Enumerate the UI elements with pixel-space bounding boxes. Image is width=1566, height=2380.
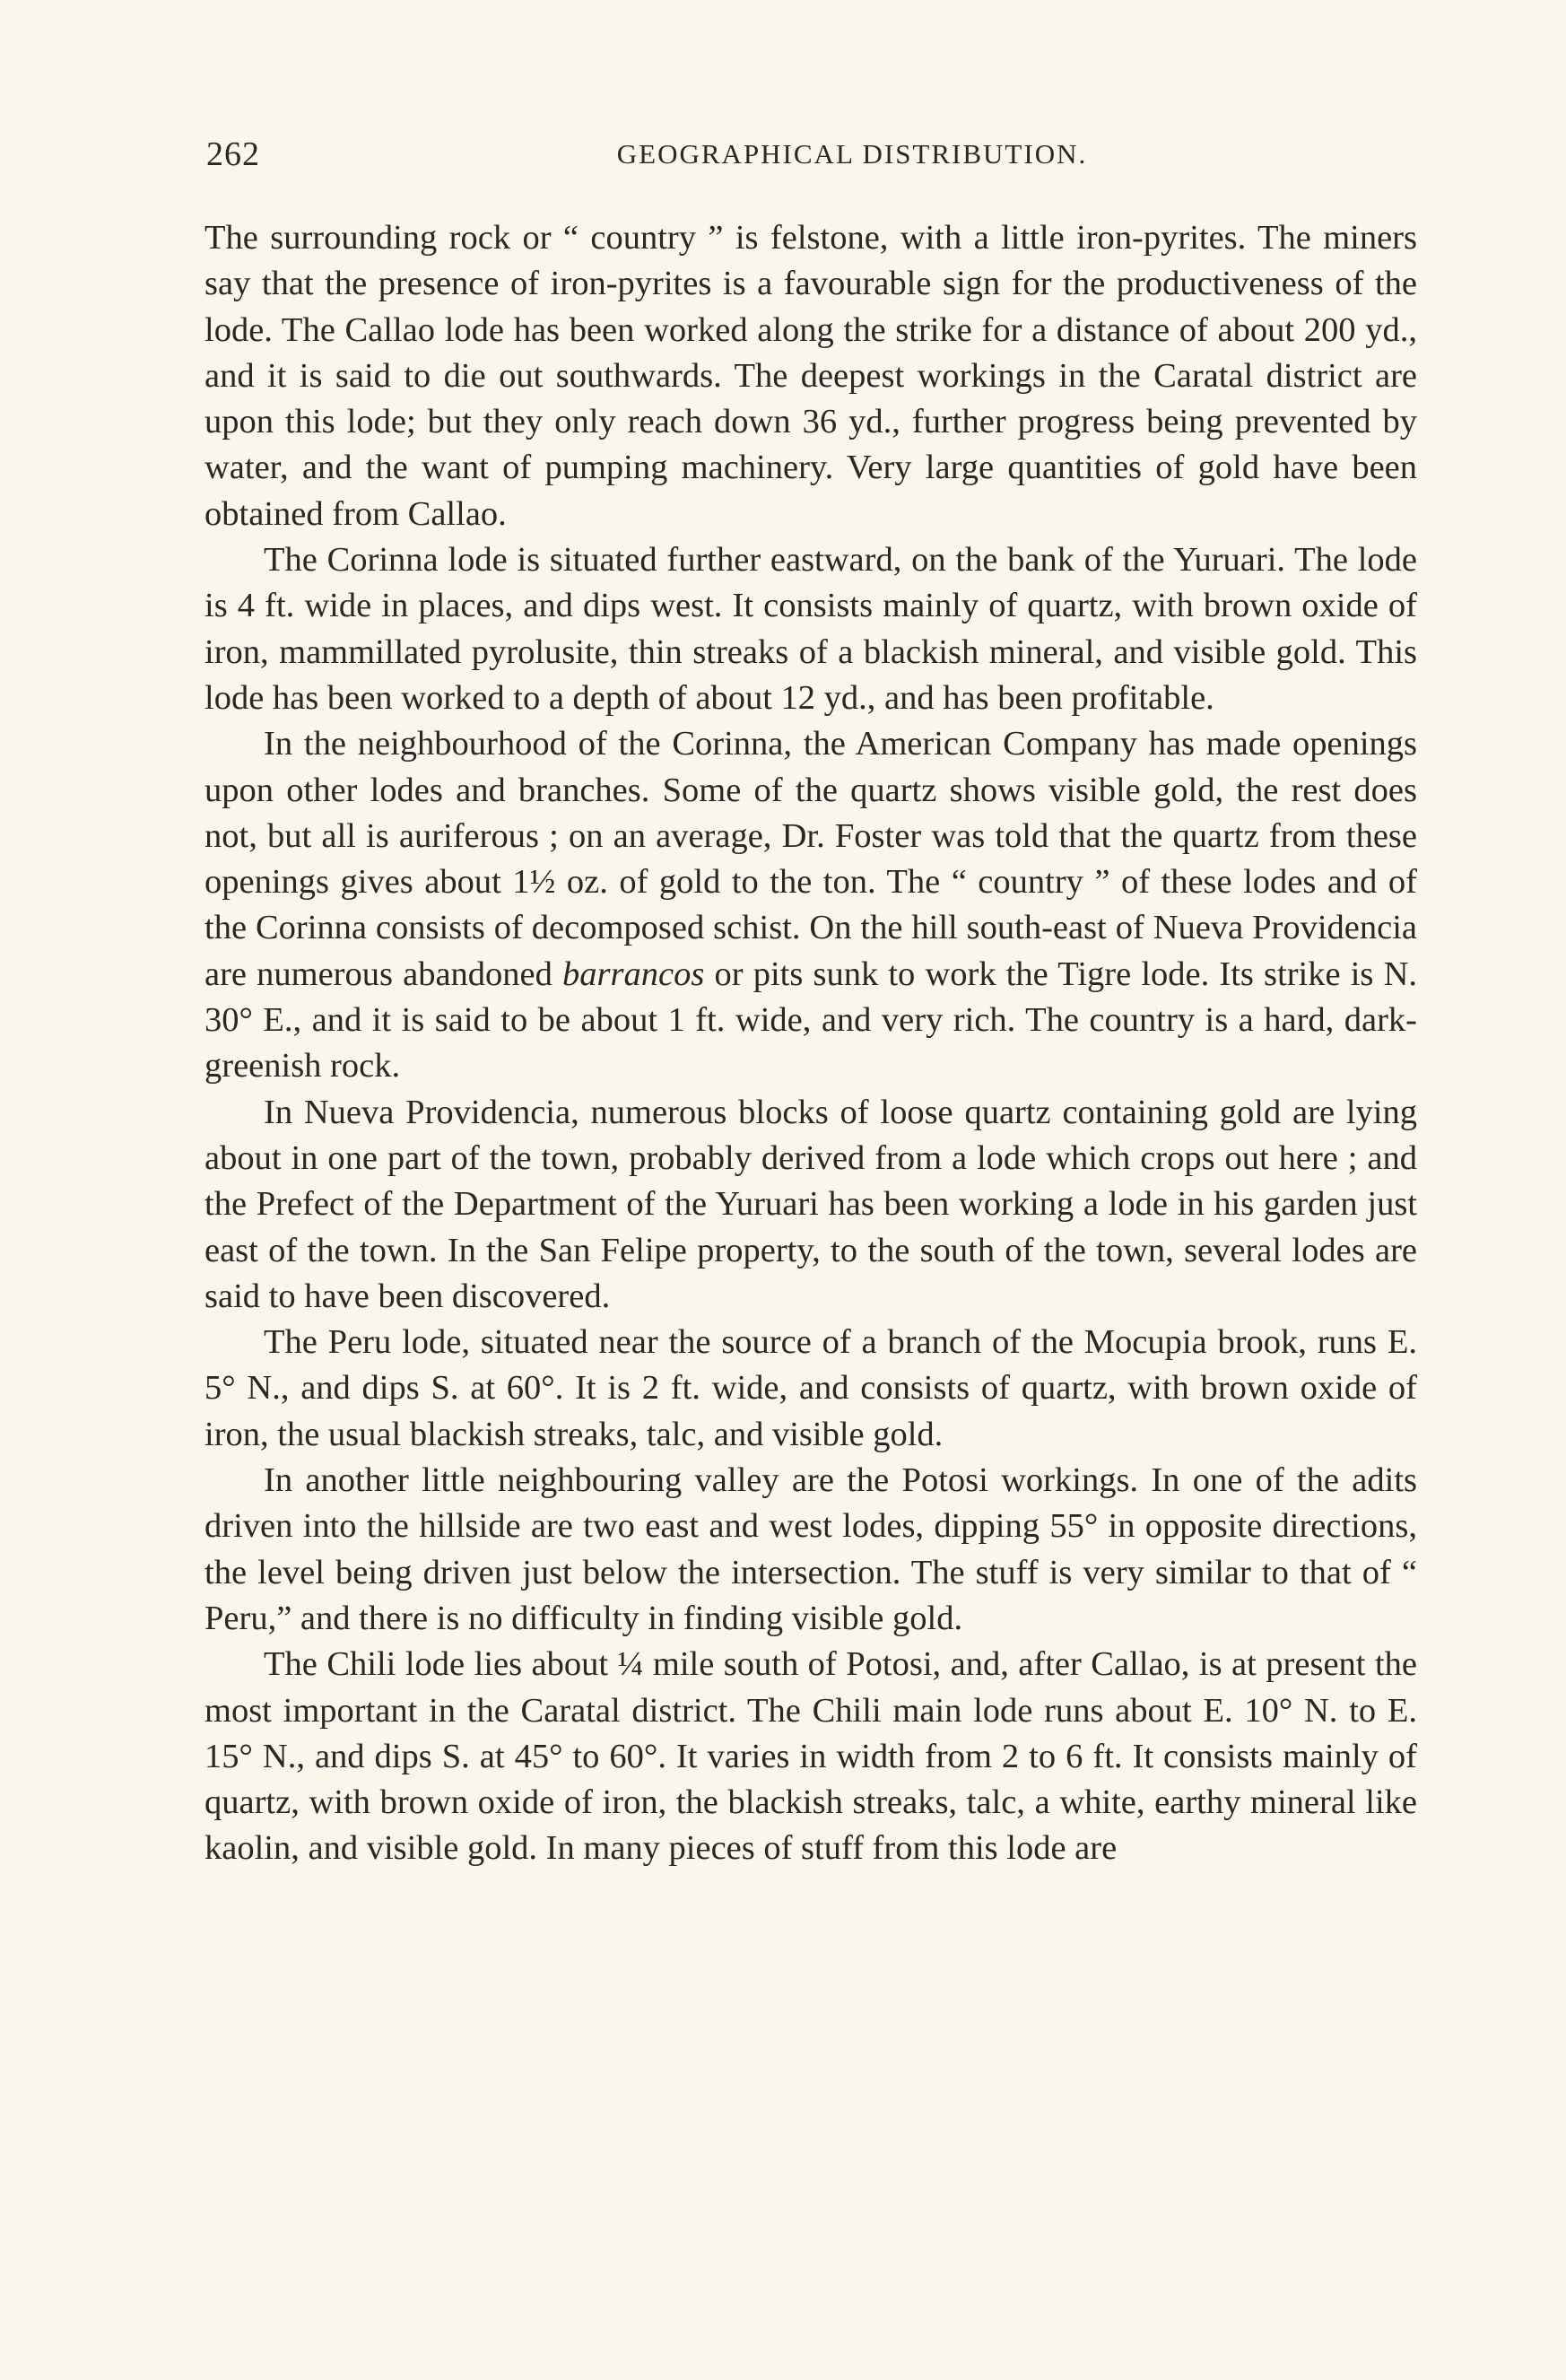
page-header (206, 135, 1417, 188)
page-number: 262 (206, 135, 260, 173)
body-text (204, 215, 1417, 1872)
paragraph-peru-lode: The Peru lode, situated near the source of a branch of the Mocupia brook, runs E. 5° N., and dips S. at 60°. It is 2 ft. wide, and consists of quartz, with brown oxide of iron, the usual blackish streaks, talc, and visible gold. (204, 1323, 1417, 1453)
paragraph-nueva-providencia: In Nueva Providencia, numerous blocks of loose quartz containing gold are lying about in one part of the town, probably derived from a lode which crops out here ; and the Prefect of the Department of the Yuruari has been working a lode in his garden just east of the town. In the San Felipe property, to the south of the town, several lodes are said to have been discovered. (204, 1093, 1417, 1315)
paragraph-potosi-workings: In another little neighbouring valley are the Potosi workings. In one of the adits driven into the hillside are two east and west lodes, dipping 55° in opposite directions, the level being driven just below the intersection. The stuff is very similar to that of “ Peru,” and there is no difficulty in finding visible gold. (204, 1461, 1417, 1637)
italic-term-barrancos: barrancos (562, 955, 705, 993)
paragraph-surrounding-rock: The surrounding rock or “ country ” is felstone, with a little iron-pyrites. The miners say that the presence of iron-pyrites is a favourable sign for the productiveness of the lode. The Callao lode has been worked along the strike for a distance of about 200 yd., and it is said to die out southwards. The deepest workings in the Caratal district are upon this lode; but they only reach down 36 yd., further progress being prevented by water, and the want of pumping machinery. Very large quantities of gold have been obtained from Callao. (204, 219, 1417, 533)
paragraph-corinna-lode: The Corinna lode is situated further eastward, on the bank of the Yuruari. The lode is 4 ft. wide in places, and dips west. It consists mainly of quartz, with brown oxide of iron, mammillated pyrolusite, thin streaks of a blackish mineral, and visible gold. This lode has been worked to a depth of about 12 yd., and has been profitable. (204, 541, 1417, 717)
paragraph-text-segment: or pits sunk to work the Tigre lode. Its strike is N. 30° E., and it is said to be about 1 ft. wide, and very rich. The country is a hard, dark-greenish rock. (204, 955, 1417, 1085)
paragraph-american-company (204, 721, 1417, 1089)
paragraph-text-segment: In the neighbourhood of the Corinna, the American Company has made openings upon other lodes and branches. Some of the quartz shows visible gold, the rest does not, but all is auriferous ; on an average, Dr. Foster was told that the quartz from these openings gives about 1½ oz. of gold to the ton. The “ country ” of these lodes and of the Corinna consists of decomposed schist. On the hill south-east of Nueva Providencia are numerous abandoned (204, 725, 1417, 993)
paragraph-chili-lode: The Chili lode lies about ¼ mile south of Potosi, and, after Callao, is at present the most important in the Caratal district. The Chili main lode runs about E. 10° N. to E. 15° N., and dips S. at 45° to 60°. It varies in width from 2 to 6 ft. It consists mainly of quartz, with brown oxide of iron, the blackish streaks, talc, a white, earthy mineral like kaolin, and visible gold. In many pieces of stuff from this lode are (204, 1645, 1417, 1868)
running-title: GEOGRAPHICAL DISTRIBUTION. (616, 138, 1088, 170)
